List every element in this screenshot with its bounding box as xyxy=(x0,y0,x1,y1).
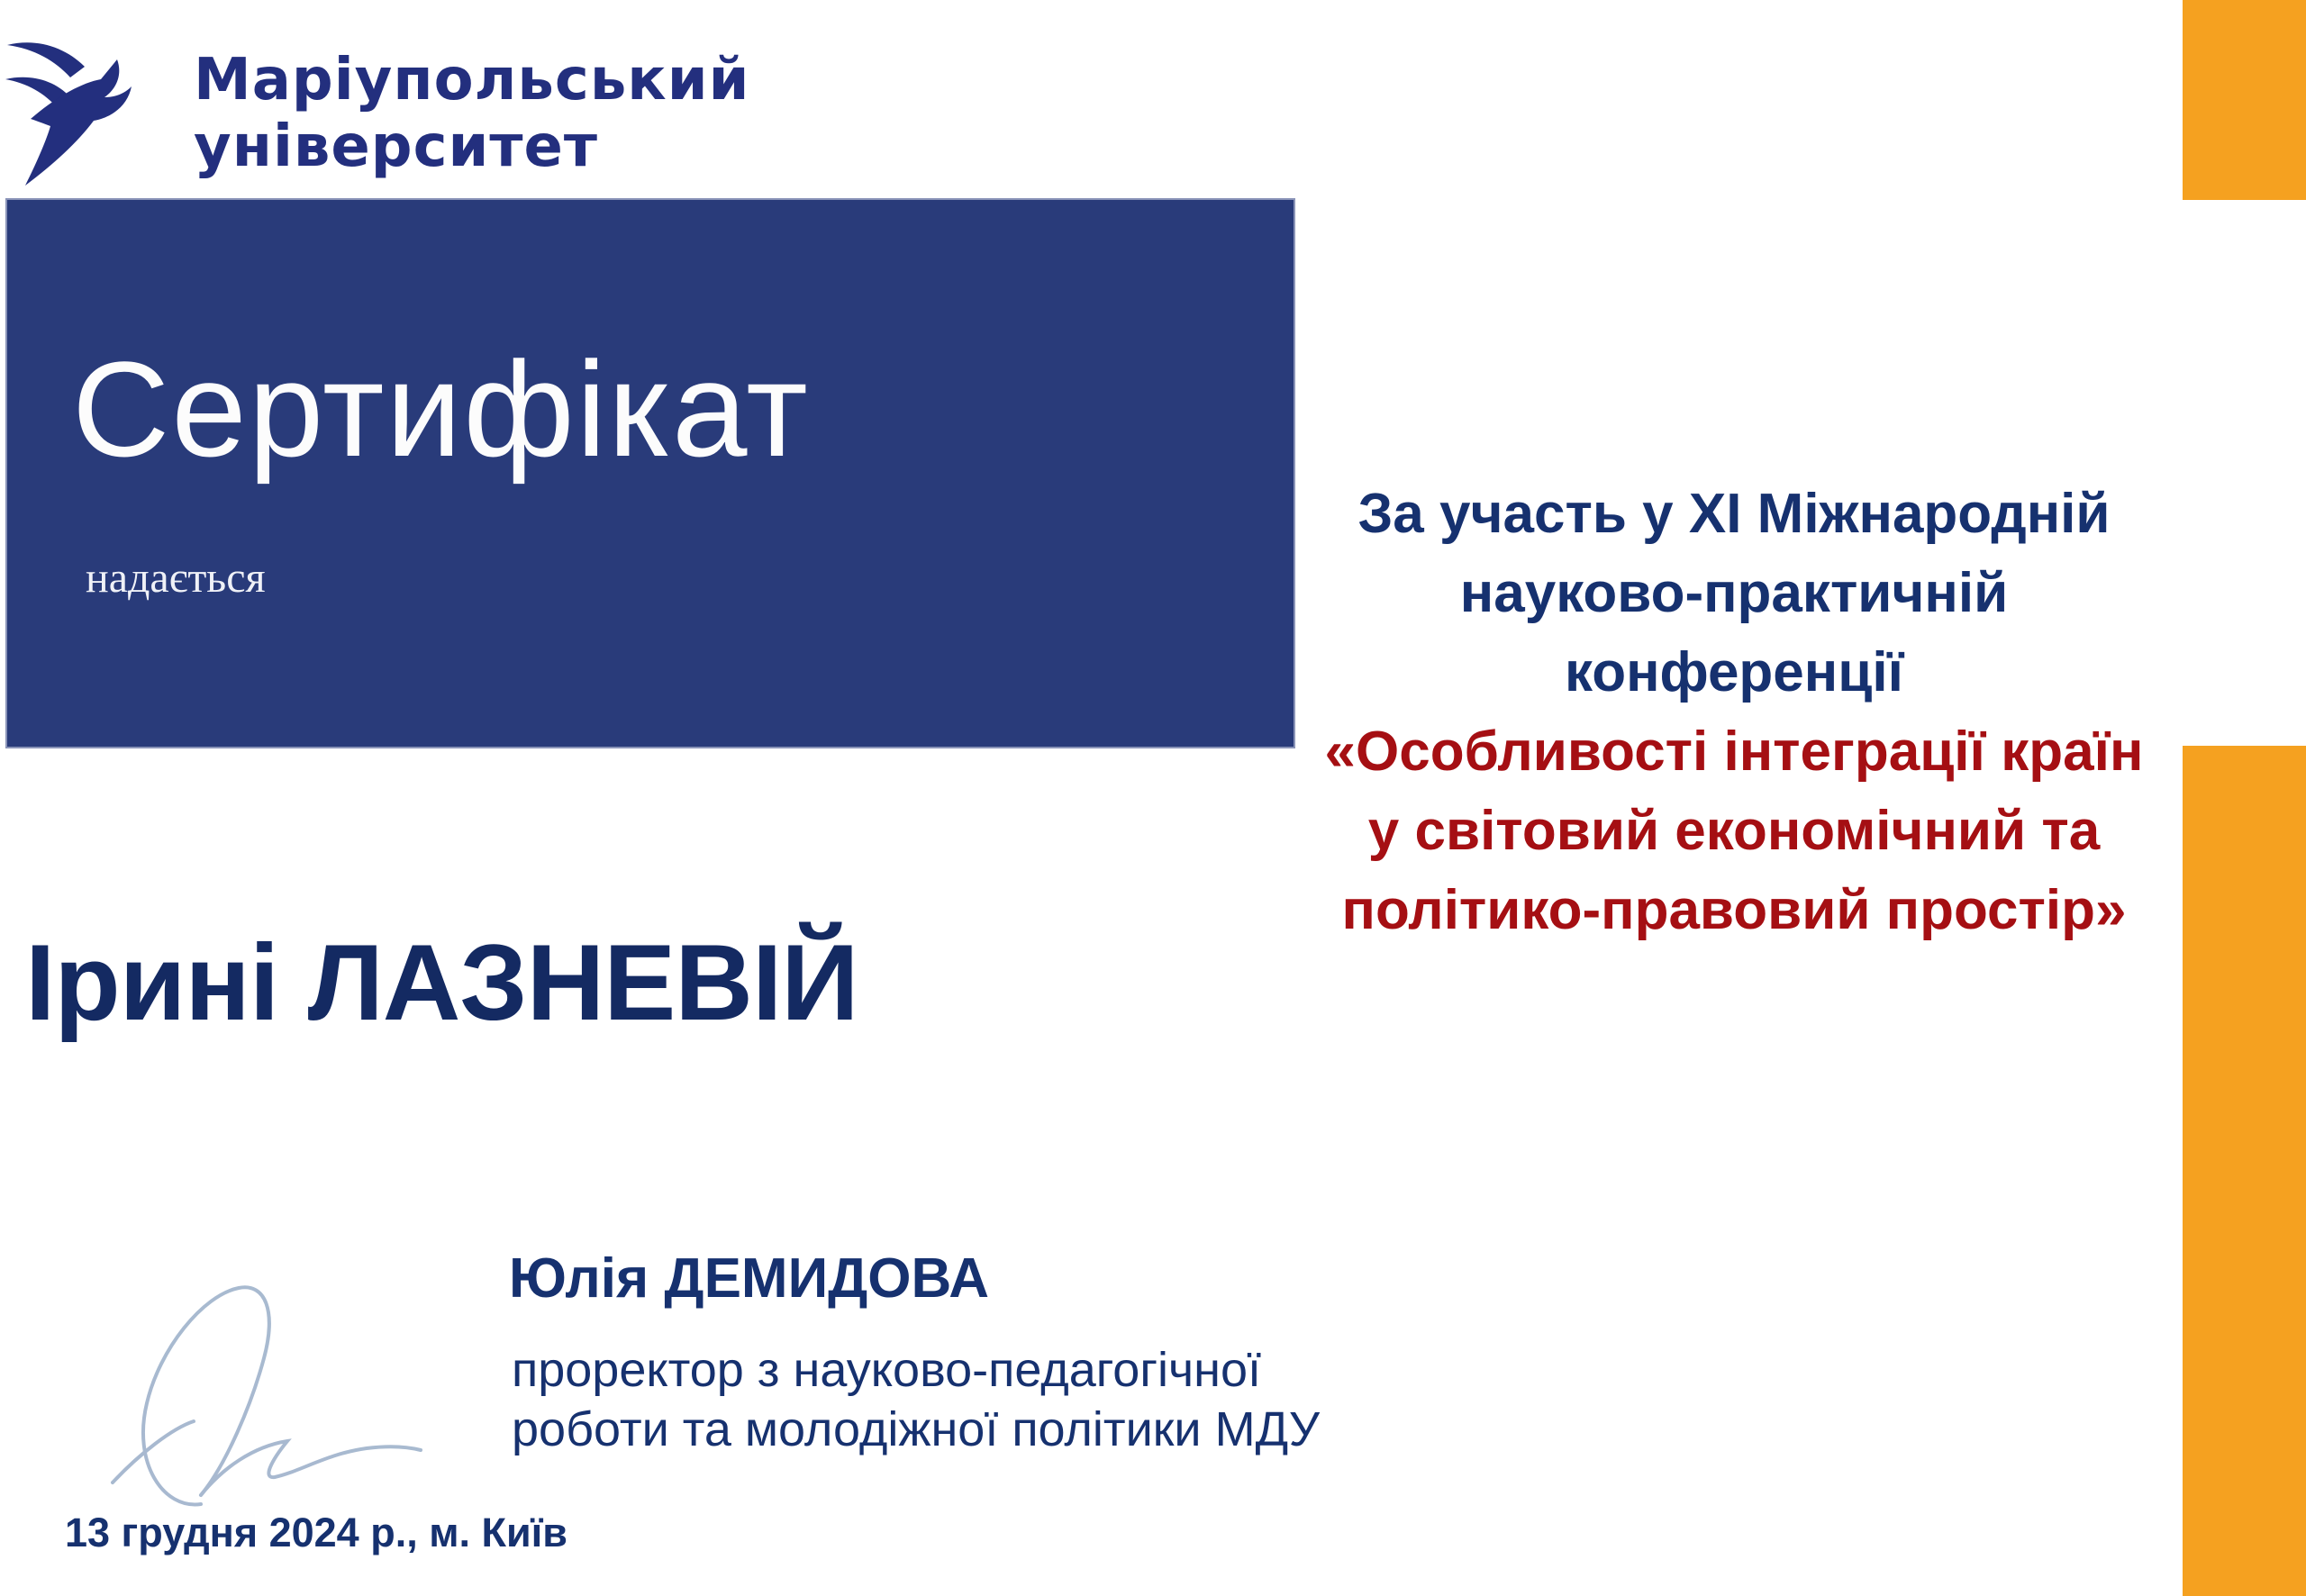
topic-line-2: у світовий економічний та xyxy=(1367,800,2101,862)
orange-accent-bar-top xyxy=(2183,0,2306,200)
topic-line-1: «Особливості інтеграції країн xyxy=(1324,721,2144,783)
orange-accent-bar-bottom xyxy=(2183,746,2306,1596)
topic-line-3: політико-правовий простір» xyxy=(1341,879,2127,941)
university-logo xyxy=(0,0,750,198)
signature-image xyxy=(86,1268,473,1529)
logo-text-line1: Маріупольський xyxy=(194,47,750,113)
certificate-title: Сертифікат xyxy=(72,333,810,485)
signatory-role xyxy=(512,1340,1320,1459)
dove-logo-icon xyxy=(4,32,132,187)
date-place: 13 грудня 2024 р., м. Київ xyxy=(65,1510,567,1555)
certificate-banner xyxy=(5,198,1295,748)
recipient-name: Ірині ЛАЗНЕВІЙ xyxy=(25,922,858,1043)
signatory-role-line1: проректор з науково-педагогічної xyxy=(512,1343,1262,1397)
logo-text-line2: університет xyxy=(194,113,598,180)
signatory-role-line2: роботи та молодіжної політики МДУ xyxy=(512,1402,1321,1456)
banner-subtitle: надається xyxy=(86,554,266,602)
participation-line-1: За участь у XI Міжнародній xyxy=(1357,483,2111,545)
signatory-name: Юлія ДЕМИДОВА xyxy=(509,1247,989,1310)
participation-line-3: конференції xyxy=(1564,641,1904,703)
logo-text xyxy=(194,47,749,180)
participation-line-2: науково-практичній xyxy=(1459,562,2009,624)
conference-text-block xyxy=(1288,475,2180,950)
